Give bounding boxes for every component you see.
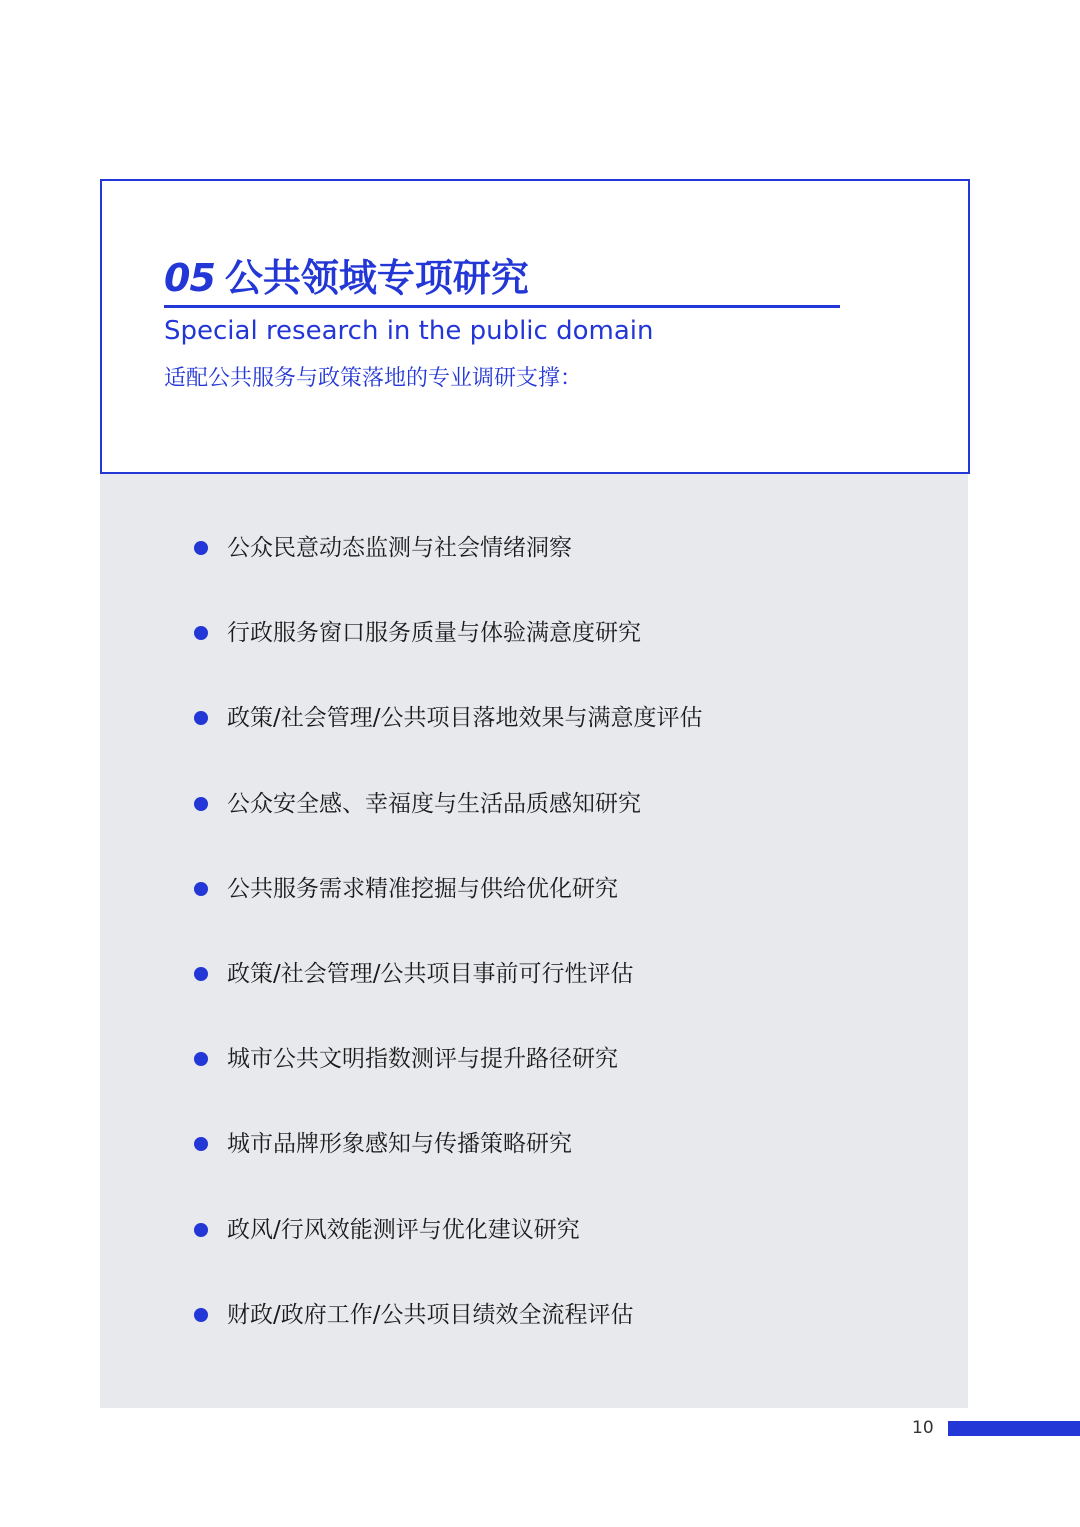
bullet-icon xyxy=(194,541,208,555)
list-item xyxy=(194,956,703,992)
bullet-icon xyxy=(194,967,208,981)
research-items-list xyxy=(194,530,703,1382)
section-number: 05 xyxy=(164,256,215,300)
bullet-icon xyxy=(194,1308,208,1322)
bullet-icon xyxy=(194,1052,208,1066)
list-item xyxy=(194,1041,703,1077)
section-subtitle: Special research in the public domain xyxy=(164,316,654,346)
list-item xyxy=(194,871,703,907)
list-item xyxy=(194,615,703,651)
list-item xyxy=(194,786,703,822)
section-intro: 适配公共服务与政策落地的专业调研支撑： xyxy=(164,366,583,391)
list-item-text: 城市品牌形象感知与传播策略研究 xyxy=(227,1131,572,1158)
list-item-text: 政策/社会管理/公共项目事前可行性评估 xyxy=(227,960,634,987)
list-item-text: 政风/行风效能测评与优化建议研究 xyxy=(227,1216,580,1243)
section-title xyxy=(164,253,529,303)
list-item xyxy=(194,530,703,566)
title-underline xyxy=(164,305,840,308)
page-number: 10 xyxy=(912,1418,934,1438)
bullet-icon xyxy=(194,626,208,640)
list-item xyxy=(194,1126,703,1162)
page-number-bar xyxy=(948,1421,1080,1436)
list-item xyxy=(194,700,703,736)
list-item xyxy=(194,1212,703,1248)
bullet-icon xyxy=(194,711,208,725)
list-item xyxy=(194,1297,703,1333)
bullet-icon xyxy=(194,1223,208,1237)
section-title-text: 公共领域专项研究 xyxy=(224,256,529,300)
list-item-text: 政策/社会管理/公共项目落地效果与满意度评估 xyxy=(227,705,703,732)
list-item-text: 公众民意动态监测与社会情绪洞察 xyxy=(227,535,572,561)
list-item-text: 公众安全感、幸福度与生活品质感知研究 xyxy=(227,790,641,817)
list-item-text: 财政/政府工作/公共项目绩效全流程评估 xyxy=(227,1301,634,1328)
list-item-text: 行政服务窗口服务质量与体验满意度研究 xyxy=(227,620,641,647)
list-item-text: 城市公共文明指数测评与提升路径研究 xyxy=(227,1046,618,1073)
bullet-icon xyxy=(194,1137,208,1151)
list-item-text: 公共服务需求精准挖掘与供给优化研究 xyxy=(227,875,618,902)
research-list-panel xyxy=(100,474,968,1408)
bullet-icon xyxy=(194,797,208,811)
bullet-icon xyxy=(194,882,208,896)
section-header-box xyxy=(100,179,970,474)
